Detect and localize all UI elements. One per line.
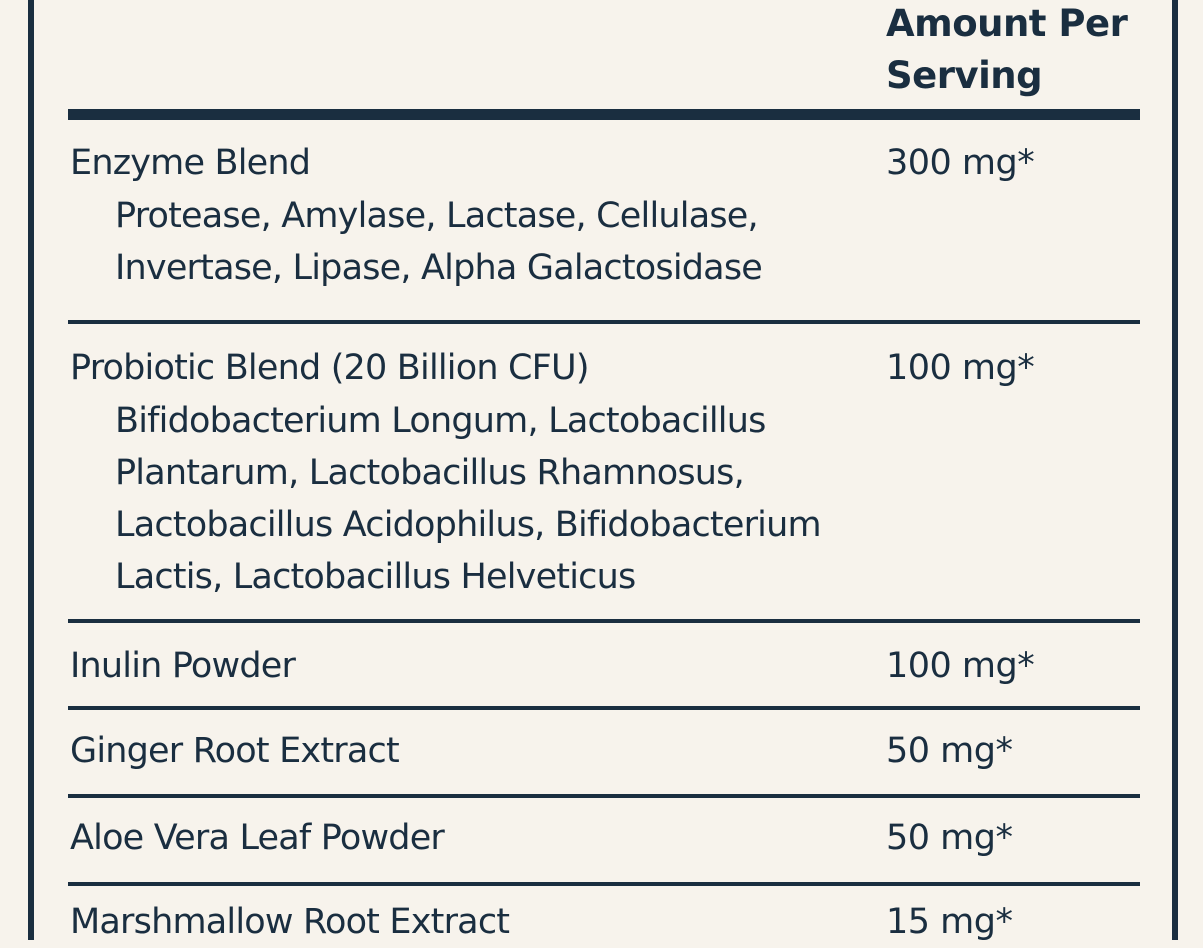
ingredient-components: Protease, Amylase, Lactase, Cellulase, Invertase, Lipase, Alpha Galactosidase <box>115 196 762 288</box>
ingredient-name: Marshmallow Root Extract <box>70 902 510 942</box>
ingredient-amount: 100 mg* <box>886 348 1035 388</box>
ingredient-name: Inulin Powder <box>70 646 296 686</box>
ingredient-amount: 100 mg* <box>886 646 1035 686</box>
row-divider <box>68 794 1140 798</box>
ingredient-amount: 50 mg* <box>886 818 1013 858</box>
row-divider <box>68 619 1140 623</box>
ingredient-name: Probiotic Blend (20 Billion CFU) <box>70 348 589 388</box>
ingredient-name: Aloe Vera Leaf Powder <box>70 818 445 858</box>
row-divider <box>68 706 1140 710</box>
ingredient-amount: 300 mg* <box>886 143 1035 183</box>
row-divider <box>68 320 1140 324</box>
header-divider <box>68 109 1140 120</box>
amount-per-serving-header: Amount Per Serving <box>886 2 1128 97</box>
ingredient-amount: 50 mg* <box>886 731 1013 771</box>
ingredient-amount: 15 mg* <box>886 902 1013 942</box>
row-divider <box>68 882 1140 886</box>
ingredient-components: Bifidobacterium Longum, Lactobacillus Plantarum, Lactobacillus Rhamnosus, Lactobacillus Acidophilus, Bifidobacterium Lactis, Lactobacillus Helveticus <box>115 401 821 597</box>
ingredient-name: Ginger Root Extract <box>70 731 399 771</box>
ingredient-name: Enzyme Blend <box>70 143 311 183</box>
